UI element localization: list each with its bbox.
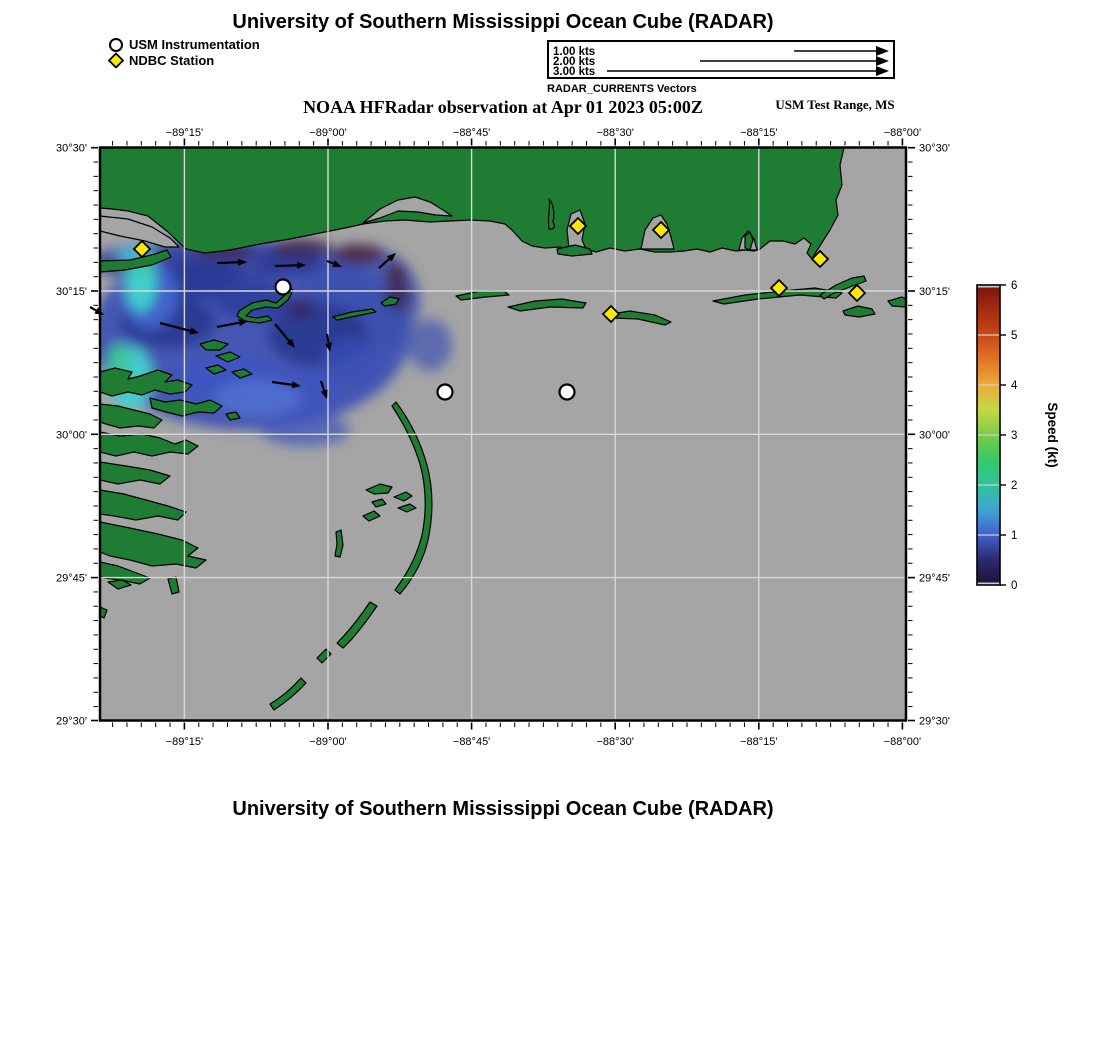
la-marsh-3 <box>100 404 162 428</box>
la-marsh-7 <box>100 522 206 568</box>
colorbar-tick-label: 2 <box>1011 480 1018 492</box>
speed-field-patch <box>108 343 130 377</box>
ndbc-station-marker <box>134 241 150 257</box>
current-vector-head <box>297 262 306 269</box>
ocean-springs-bay <box>641 215 674 249</box>
page-title: University of Southern Mississippi Ocean Cube (RADAR) <box>232 11 774 33</box>
pascagoula-inlet <box>739 231 757 250</box>
arc-marsh-1 <box>366 484 392 494</box>
speed-field-patch <box>116 245 154 267</box>
marsh-speck-4 <box>226 412 240 420</box>
speed-field-patch <box>132 250 154 276</box>
x-tick-label-top: −89°15' <box>165 127 204 139</box>
speed-field-patch <box>256 368 340 416</box>
map-legend <box>107 36 260 68</box>
speed-field-patch <box>147 260 243 300</box>
land-masses <box>100 148 906 711</box>
vector-scale-arrow-head <box>876 46 889 56</box>
borgne-south-peninsula <box>100 250 171 272</box>
speed-field-patch <box>122 261 178 329</box>
colorbar-cap <box>977 583 1000 586</box>
colorbar-tick-label: 3 <box>1011 430 1018 442</box>
current-vector-head <box>94 307 104 315</box>
mainland-coast <box>100 148 844 260</box>
current-vector <box>275 324 289 341</box>
current-vector-head <box>325 343 332 352</box>
usm-instrumentation-marker <box>560 385 575 400</box>
current-vector-head <box>387 253 396 262</box>
y-tick-label-left: 29°30' <box>56 715 87 728</box>
speed-field-patch <box>284 297 316 319</box>
speed-field-patch <box>386 280 410 312</box>
ndbc-station-marker <box>812 251 828 267</box>
ndbc-station-marker <box>771 280 787 296</box>
circle-icon <box>107 36 125 52</box>
legend-label-ndbc: NDBC Station <box>129 52 215 68</box>
x-tick-label-bottom: −88°15' <box>740 736 778 748</box>
current-vector-head <box>238 259 247 266</box>
speed-field-patch <box>197 242 253 260</box>
current-vector-head <box>189 327 199 334</box>
island-west-sliver <box>456 291 509 300</box>
speed-field-patch <box>322 338 382 386</box>
colorbar-gradient <box>977 285 1000 585</box>
ndbc-station-marker <box>570 218 586 234</box>
colorbar-tick-label: 4 <box>1011 380 1018 392</box>
colorbar-label: Speed (kt) <box>1045 402 1060 468</box>
marsh-lump-4 <box>232 369 252 378</box>
usm-instrumentation-marker <box>438 385 453 400</box>
range-label: USM Test Range, MS <box>775 97 895 112</box>
speed-field-patch <box>272 239 332 257</box>
speed-field-patch <box>300 245 420 355</box>
deer-island <box>557 245 592 256</box>
current-vector <box>217 262 238 263</box>
colorbar-tick-label: 1 <box>1011 530 1018 542</box>
y-tick-label-right: 30°00' <box>919 429 950 442</box>
vector-scale-arrow-head <box>876 56 889 66</box>
x-tick-label-top: −88°15' <box>740 127 778 139</box>
usm-instrumentation-marker <box>276 280 291 295</box>
y-tick-label-right: 30°15' <box>919 286 950 298</box>
speed-field-patch <box>107 346 153 410</box>
la-marsh-8 <box>100 562 150 584</box>
current-vector <box>217 323 239 327</box>
speed-field-patch <box>172 356 288 408</box>
marsh-lump-3 <box>206 365 226 374</box>
island-sliver-2 <box>333 309 376 320</box>
speed-field-patch <box>214 280 290 320</box>
marsh-lump-1 <box>200 340 228 350</box>
lake-borgne-bay <box>100 216 179 247</box>
axis-ticks <box>91 139 915 730</box>
horn-island <box>605 311 671 325</box>
vector-scale-arrows <box>549 42 893 77</box>
vector-scale-label: 3.00 kts <box>553 66 596 77</box>
coastal-islet <box>745 232 753 250</box>
speed-field-patch <box>214 380 302 416</box>
colorbar-tick-label: 0 <box>1011 580 1018 592</box>
la-marsh-1 <box>100 368 192 396</box>
island-sliver-3 <box>381 297 399 306</box>
arc-marsh-4 <box>372 499 386 507</box>
chandeleur-lower-2 <box>317 649 331 663</box>
bayou-squiggle <box>548 199 554 229</box>
speed-field-patch <box>268 303 368 367</box>
y-tick-label-left: 30°15' <box>56 286 87 298</box>
map-frame <box>100 148 906 721</box>
colorbar-tick-label: 5 <box>1011 330 1018 342</box>
vector-scale-box <box>547 40 895 79</box>
speed-field-patch <box>120 296 216 348</box>
radar-speed-field <box>90 239 452 446</box>
bay-st-louis <box>363 197 452 223</box>
x-tick-label-bottom: −88°45' <box>452 736 491 748</box>
current-vector-head <box>292 381 301 388</box>
x-tick-label-bottom: −89°00' <box>309 736 347 748</box>
y-tick-label-right: 29°45' <box>919 572 950 585</box>
speed-field-patch <box>90 240 310 284</box>
vector-scale-label: 2.00 kts <box>553 56 596 68</box>
ndbc-station-marker <box>603 306 619 322</box>
speed-field-patch <box>332 244 384 264</box>
x-tick-label-top: −89°00' <box>309 127 347 139</box>
current-vector <box>160 323 190 331</box>
y-tick-label-left: 30°30' <box>56 142 87 155</box>
speed-field-patch <box>90 240 410 430</box>
y-tick-label-right: 29°30' <box>919 715 950 728</box>
current-vector <box>272 382 292 385</box>
chandeleur-arc <box>392 402 432 594</box>
x-tick-label-top: −88°00' <box>883 127 922 139</box>
legend-item-ndbc <box>107 52 260 68</box>
speed-field-patch <box>258 251 322 275</box>
current-vector-head <box>321 389 328 399</box>
current-vector-head <box>332 260 342 267</box>
current-vector-head <box>286 339 295 348</box>
dauphin-ne-sliver <box>820 276 866 299</box>
arc-marsh-3 <box>398 504 416 512</box>
map-subtitle: NOAA HFRadar observation at Apr 01 2023 05:00Z <box>303 97 703 117</box>
speed-field-patch <box>385 262 407 290</box>
y-tick-label-left: 30°00' <box>56 429 87 442</box>
speed-field-patch <box>408 319 452 371</box>
marsh-lump-2 <box>216 352 240 362</box>
la-marsh-speck-3 <box>100 607 107 618</box>
biloxi-back-bay <box>567 210 586 249</box>
current-vector <box>90 307 96 311</box>
y-tick-label-left: 29°45' <box>56 572 87 585</box>
current-vector <box>275 265 297 266</box>
island-right-edge <box>888 297 906 307</box>
colorbar <box>977 280 1060 592</box>
x-tick-label-top: −88°45' <box>452 127 491 139</box>
la-marsh-2 <box>150 398 222 416</box>
x-tick-label-bottom: −89°15' <box>165 736 204 748</box>
colorbar-tick-label: 6 <box>1011 280 1018 292</box>
speed-field-patch <box>260 414 350 446</box>
breton-island <box>270 678 306 710</box>
la-marsh-speck-2 <box>168 577 179 594</box>
vector-scale-caption: RADAR_CURRENTS Vectors <box>547 83 697 95</box>
ship-island <box>508 299 586 311</box>
grid-lines <box>100 148 906 721</box>
diamond-icon <box>107 52 125 68</box>
axis-tick-labels <box>56 127 950 748</box>
petit-bois-dauphin-island <box>713 288 842 304</box>
ocean-water <box>100 148 906 721</box>
x-tick-label-bottom: −88°30' <box>596 736 634 748</box>
current-vector-head <box>238 319 248 326</box>
current-vector <box>379 259 389 268</box>
chandeleur-lower-1 <box>337 602 377 648</box>
la-marsh-speck-1 <box>108 580 131 589</box>
y-tick-label-right: 30°30' <box>919 142 950 155</box>
ndbc-station-marker <box>653 222 669 238</box>
la-marsh-5 <box>100 462 170 484</box>
legend-item-usm <box>107 36 260 52</box>
la-marsh-6 <box>100 490 186 520</box>
station-markers <box>134 218 865 400</box>
x-tick-label-top: −88°30' <box>596 127 634 139</box>
island-small-south <box>843 306 875 317</box>
current-vector <box>321 381 324 390</box>
isle-vertical-small <box>335 530 343 557</box>
ndbc-station-marker <box>849 285 865 301</box>
legend-label-usm: USM Instrumentation <box>129 36 260 52</box>
vector-scale-label: 1.00 kts <box>553 46 596 58</box>
footer-title: University of Southern Mississippi Ocean Cube (RADAR) <box>232 798 774 820</box>
arc-marsh-5 <box>363 511 380 521</box>
la-marsh-4 <box>100 432 198 456</box>
colorbar-border <box>977 285 1000 585</box>
arc-marsh-2 <box>394 492 412 501</box>
current-vector <box>327 334 329 343</box>
colorbar-cap <box>977 285 1000 288</box>
marsh-island-croc <box>237 288 293 323</box>
x-tick-label-bottom: −88°00' <box>883 736 922 748</box>
current-vector-arrows <box>90 253 396 399</box>
current-vector <box>327 261 334 264</box>
speed-field-patch <box>126 254 156 312</box>
vector-scale-arrow-head <box>876 66 889 76</box>
